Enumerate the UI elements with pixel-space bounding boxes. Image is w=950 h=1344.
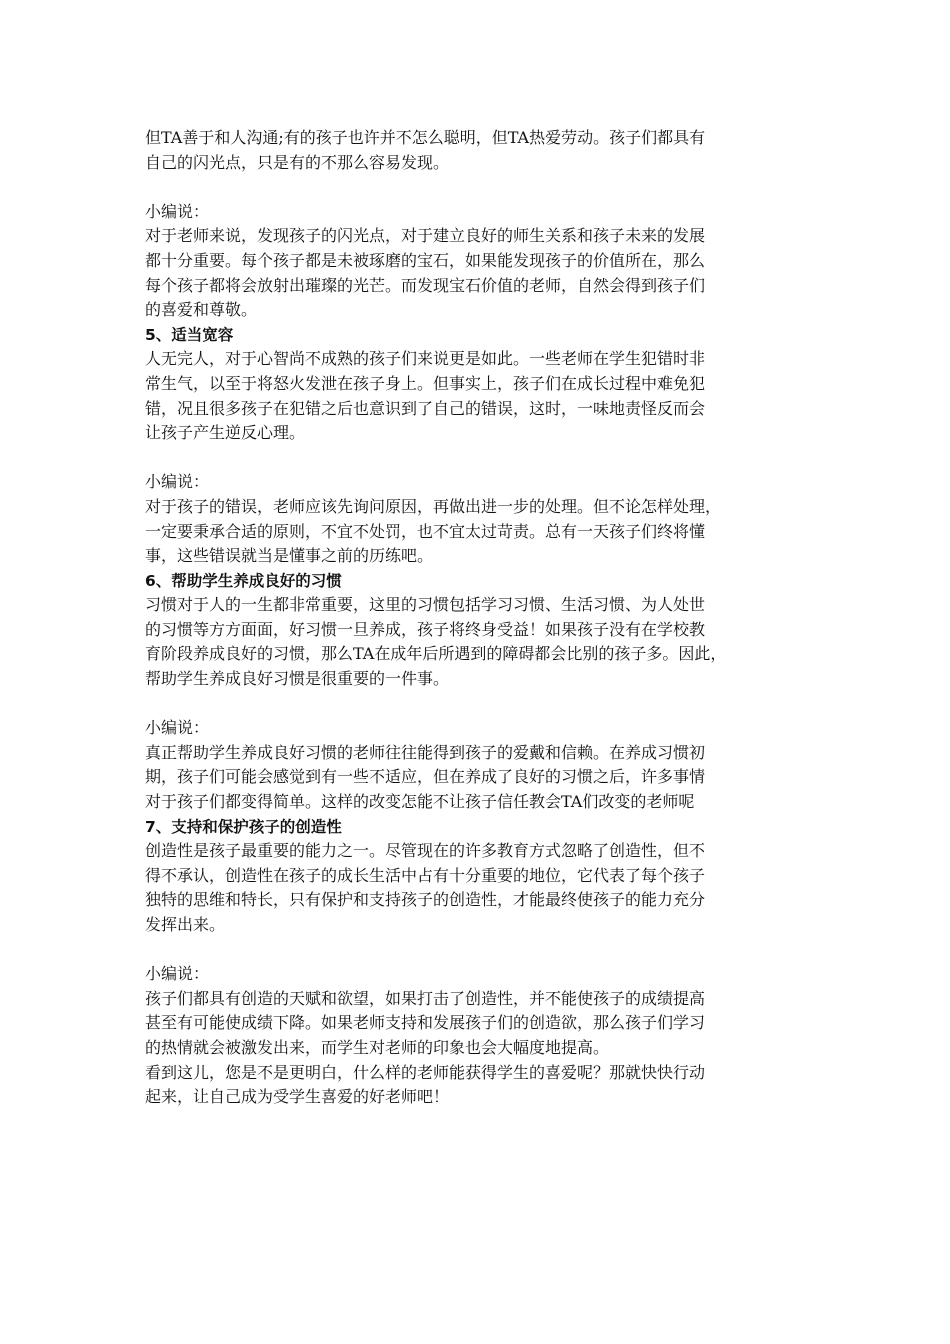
section-6 (145, 569, 810, 815)
section-heading: 7、支持和保护孩子的创造性 (145, 817, 342, 836)
text-line: 独特的思维和特长，只有保护和支持孩子的创造性，才能最终使孩子的能力充分 (145, 890, 706, 910)
text-line: 的热情就会被激发出来，而学生对老师的印象也会大幅度地提高。 (145, 1037, 610, 1057)
text-line: 起来，让自己成为受学生喜爱的好老师吧！ (145, 1087, 450, 1107)
text-line: 事，这些错误就当是懂事之前的历练吧。 (145, 546, 434, 566)
text-line: 人无完人，对于心智尚不成熟的孩子们来说更是如此。一些老师在学生犯错时非 (145, 349, 706, 369)
text-line: 对于老师来说，发现孩子的闪光点，对于建立良好的师生关系和孩子未来的发展 (145, 226, 706, 246)
text-line: 对于孩子的错误，老师应该先询问原因，再做出进一步的处理。但不论怎样处理， (145, 496, 722, 516)
comment-label: 小编说： (145, 964, 210, 984)
section-7 (145, 815, 810, 1061)
blank-line (145, 938, 810, 963)
text-line: 看到这儿，您是不是更明白，什么样的老师能获得学生的喜爱呢？那就快快行动 (145, 1062, 706, 1082)
text-line: 但TA善于和人沟通;有的孩子也许并不怎么聪明，但TA热爱劳动。孩子们都具有 (145, 128, 706, 147)
text-line: 得不承认，创造性在孩子的成长生活中占有十分重要的地位，它代表了每个孩子 (145, 865, 706, 885)
comment-label: 小编说： (145, 201, 210, 221)
conclusion-paragraph (145, 1061, 810, 1110)
text-line: 甚至有可能使成绩下降。如果老师支持和发展孩子们的创造欲，那么孩子们学习 (145, 1013, 706, 1033)
section-5 (145, 323, 810, 569)
text-line: 一定要秉承合适的原则，不宜不处罚，也不宜太过苛责。总有一天孩子们终将懂 (145, 521, 706, 541)
section-heading: 5、适当宽容 (145, 325, 234, 344)
text-line: 让孩子产生逆反心理。 (145, 423, 306, 443)
text-line: 的习惯等方方面面，好习惯一旦养成，孩子将终身受益！如果孩子没有在学校教 (145, 619, 706, 639)
blank-line (145, 446, 810, 471)
intro-paragraph (145, 126, 810, 175)
blank-line (145, 692, 810, 717)
text-line: 期，孩子们可能会感觉到有一些不适应，但在养成了良好的习惯之后，许多事情 (145, 767, 706, 787)
text-line: 帮助学生养成良好习惯是很重要的一件事。 (145, 669, 450, 689)
text-line: 创造性是孩子最重要的能力之一。尽管现在的许多教育方式忽略了创造性，但不 (145, 841, 706, 861)
text-line: 自己的闪光点，只是有的不那么容易发现。 (145, 152, 450, 172)
text-line: 真正帮助学生养成良好习惯的老师往往能得到孩子的爱戴和信赖。在养成习惯初 (145, 742, 706, 762)
blank-line (145, 175, 810, 200)
text-line: 孩子们都具有创造的天赋和欲望，如果打击了创造性，并不能使孩子的成绩提高 (145, 988, 706, 1008)
text-line: 发挥出来。 (145, 915, 226, 934)
comment-block-1 (145, 200, 810, 323)
comment-label: 小编说： (145, 472, 210, 492)
section-heading: 6、帮助学生养成良好的习惯 (145, 571, 342, 590)
text-line: 的喜爱和尊敬。 (145, 300, 258, 320)
text-line: 每个孩子都将会放射出璀璨的光芒。而发现宝石价值的老师，自然会得到孩子们 (145, 275, 706, 295)
document-page (145, 126, 810, 1110)
text-line: 育阶段养成良好的习惯，那么TA在成年后所遇到的障碍都会比别的孩子多。因此， (145, 644, 727, 664)
text-line: 习惯对于人的一生都非常重要，这里的习惯包括学习习惯、生活习惯、为人处世 (145, 595, 706, 615)
text-line: 错，况且很多孩子在犯错之后也意识到了自己的错误，这时，一味地责怪反而会 (145, 398, 706, 418)
text-line: 都十分重要。每个孩子都是未被琢磨的宝石，如果能发现孩子的价值所在，那么 (145, 250, 706, 270)
text-line: 对于孩子们都变得简单。这样的改变怎能不让孩子信任教会TA们改变的老师呢 (145, 792, 695, 812)
comment-label: 小编说： (145, 718, 210, 738)
text-line: 常生气，以至于将怒火发泄在孩子身上。但事实上，孩子们在成长过程中难免犯 (145, 373, 706, 393)
